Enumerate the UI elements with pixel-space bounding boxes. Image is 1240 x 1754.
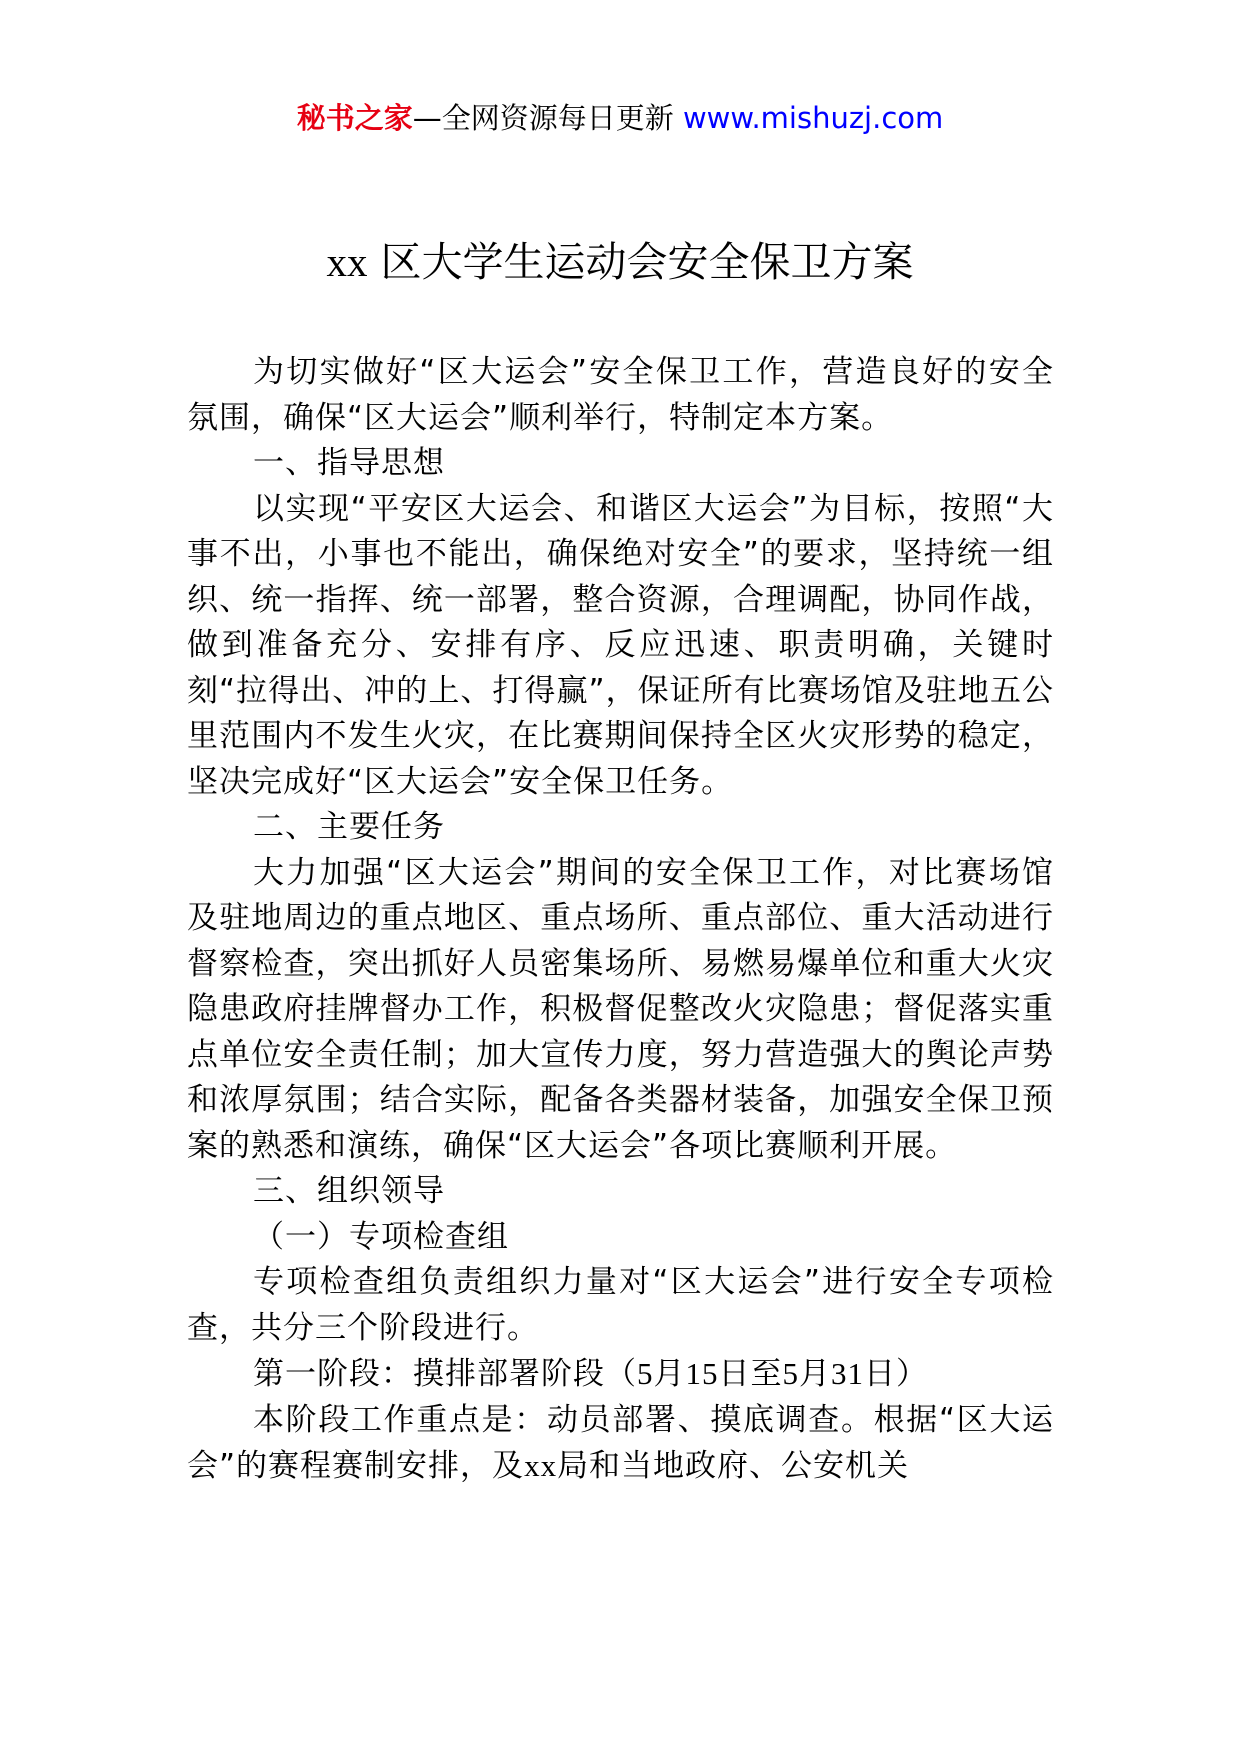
site-brand: 秘书之家: [296, 101, 413, 135]
title-text: 区大学生运动会安全保卫方案: [380, 238, 914, 286]
paragraph-first-stage: 本阶段工作重点是：动员部署、摸底调查。根据“区大运会”的赛程赛制安排，及xx局和当地政府、公安机关: [187, 1401, 1054, 1484]
document-body: [187, 350, 1054, 1490]
subsection-heading-inspection-group: （一）专项检查组: [253, 1218, 509, 1255]
document-title: [0, 234, 1240, 290]
site-tagline: —全网资源每日更新: [412, 101, 674, 135]
site-header: [0, 98, 1240, 138]
paragraph-main-tasks: 大力加强“区大运会”期间的安全保卫工作，对比赛场馆及驻地周边的重点地区、重点场所、重点部位、重大活动进行督察检查，突出抓好人员密集场所、易燃易爆单位和重大火灾隐患政府挂牌督办工作，积极督促整改火灾隐患；督促落实重点单位安全责任制；加大宣传力度，努力营造强大的舆论声势和浓厚氛围；结合实际，配备各类器材装备，加强安全保卫预案的熟悉和演练，确保“区大运会”各项比赛顺利开展。: [187, 854, 1054, 1164]
stage-heading-first: 第一阶段：摸排部署阶段（5月15日至5月31日）: [253, 1356, 928, 1392]
section-heading-main-tasks: 二、主要任务: [253, 809, 445, 845]
paragraph-intro: 为切实做好“区大运会”安全保卫工作，营造良好的安全氛围，确保“区大运会”顺利举行，特制定本方案。: [187, 354, 1054, 436]
paragraph-guiding-ideology: 以实现“平安区大运会、和谐区大运会”为目标，按照“大事不出，小事也不能出，确保绝对安全”的要求，坚持统一组织、统一指挥、统一部署，整合资源，合理调配，协同作战，做到准备充分、安排有序、反应迅速、职责明确，关键时刻“拉得出、冲的上、打得赢”，保证所有比赛场馆及驻地五公里范围内不发生火灾，在比赛期间保持全区火灾形势的稳定，坚决完成好“区大运会”安全保卫任务。: [187, 490, 1054, 800]
title-prefix: xx: [326, 239, 368, 285]
section-heading-guiding-ideology: 一、指导思想: [253, 445, 445, 481]
paragraph-inspection-group: 专项检查组负责组织力量对“区大运会”进行安全专项检查，共分三个阶段进行。: [187, 1264, 1054, 1346]
section-heading-organization: 三、组织领导: [253, 1173, 445, 1209]
site-url[interactable]: www.mishuzj.com: [682, 101, 944, 135]
